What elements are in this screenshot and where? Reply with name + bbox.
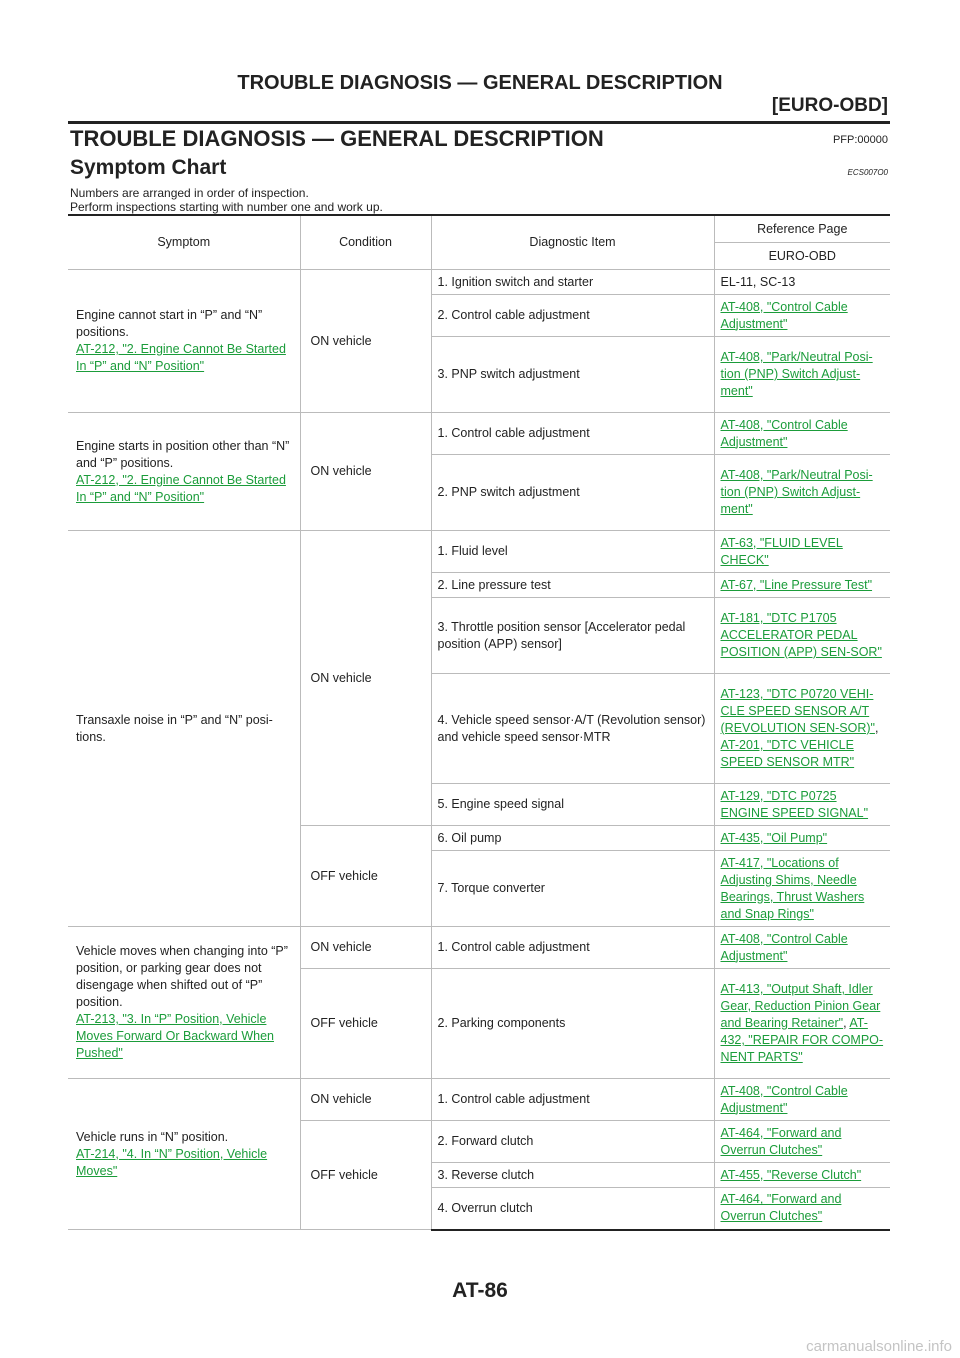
table-row <box>68 270 890 295</box>
reference-cell <box>714 851 890 927</box>
reference-link[interactable]: AT-464, "Forward and Overrun Clutches" <box>720 1192 842 1224</box>
header-reference-page: Reference Page <box>714 215 890 243</box>
reference-cell <box>714 598 890 674</box>
reference-link[interactable]: AT-408, "Control Cable Adjustment" <box>720 299 848 331</box>
symptom-cell <box>68 1079 300 1230</box>
condition-cell: OFF vehicle <box>300 969 431 1079</box>
running-header-title: TROUBLE DIAGNOSIS — GENERAL DESCRIPTION <box>237 72 723 94</box>
running-header-subtitle: [EURO-OBD] <box>771 95 888 116</box>
symptom-text: Transaxle noise in “P” and “N” posi-tions. <box>76 712 273 744</box>
reference-text: EL-11, SC-13 <box>720 274 796 289</box>
diagnostic-item-cell: 5. Engine speed signal <box>431 784 714 826</box>
reference-cell <box>714 1079 890 1121</box>
condition-cell: ON vehicle <box>300 1079 431 1121</box>
reference-cell <box>714 270 890 295</box>
symptom-cell <box>68 270 300 413</box>
table-row <box>68 531 890 573</box>
symptom-cell <box>68 927 300 1079</box>
reference-link[interactable]: AT-413, "Output Shaft, Idler Gear, Reduction Pinion Gear and Bearing Retainer" <box>720 982 881 1030</box>
diagnostic-item-cell: 7. Torque converter <box>431 851 714 927</box>
diagnostic-item-cell: 1. Control cable adjustment <box>431 413 714 455</box>
reference-cell <box>714 927 890 969</box>
reference-link[interactable]: AT-432, "REPAIR FOR COMPO-NENT PARTS" <box>720 1016 884 1064</box>
section-code: PFP:00000 <box>832 134 888 146</box>
symptom-text: Vehicle runs in “N” position. <box>76 1129 229 1144</box>
header-rule <box>68 121 890 124</box>
header-symptom: Symptom <box>68 215 300 270</box>
diagnostic-item-cell: 3. Throttle position sensor [Accelerator pedal position (APP) sensor] <box>431 598 714 674</box>
subsection-code: ECS007O0 <box>847 168 888 177</box>
diagnostic-item-cell: 2. PNP switch adjustment <box>431 455 714 531</box>
symptom-cell <box>68 531 300 927</box>
reference-link[interactable]: AT-464, "Forward and Overrun Clutches" <box>720 1125 842 1157</box>
reference-link[interactable]: AT-201, "DTC VEHICLE SPEED SENSOR MTR" <box>720 738 855 769</box>
reference-cell: AT-413, "Output Shaft, Idler Gear, Reduction Pinion Gear and Bearing Retainer", AT-432, "REPAIR FOR COMPO-NENT PARTS" <box>714 969 890 1079</box>
diagnostic-item-cell: 1. Control cable adjustment <box>431 927 714 969</box>
reference-link[interactable]: AT-123, "DTC P0720 VEHI-CLE SPEED SENSOR A/T (REVOLUTION SEN-SOR)" <box>720 687 875 735</box>
reference-link[interactable]: AT-129, "DTC P0725 ENGINE SPEED SIGNAL" <box>720 788 869 820</box>
symptom-cell <box>68 413 300 531</box>
reference-cell <box>714 1163 890 1188</box>
condition-cell: ON vehicle <box>300 531 431 826</box>
reference-link[interactable]: AT-408, "Control Cable Adjustment" <box>720 1083 848 1115</box>
symptom-text: Engine starts in position other than “N” and “P” positions. <box>76 438 290 470</box>
diagnostic-item-cell: 2. Parking components <box>431 969 714 1079</box>
reference-cell <box>714 295 890 337</box>
diagnostic-item-cell: 2. Line pressure test <box>431 573 714 598</box>
reference-link[interactable]: AT-455, "Reverse Clutch" <box>720 1167 862 1182</box>
condition-cell: OFF vehicle <box>300 826 431 927</box>
reference-cell <box>714 784 890 826</box>
reference-cell <box>714 1188 890 1230</box>
reference-cell <box>714 826 890 851</box>
symptom-reference-link[interactable]: AT-212, "2. Engine Cannot Be Started In “P” and “N” Position" <box>76 472 286 504</box>
diagnostic-item-cell: 2. Forward clutch <box>431 1121 714 1163</box>
table-row <box>68 927 890 969</box>
reference-cell <box>714 337 890 413</box>
header-diagnostic-item: Diagnostic Item <box>431 215 714 270</box>
reference-link[interactable]: AT-63, "FLUID LEVEL CHECK" <box>720 535 843 567</box>
reference-cell <box>714 531 890 573</box>
symptom-text: Vehicle moves when changing into “P” position, or parking gear does not disengage when shifted out of “P” position. <box>76 944 288 1009</box>
diagnostic-item-cell: 4. Vehicle speed sensor·A/T (Revolution sensor) and vehicle speed sensor·MTR <box>431 674 714 784</box>
reference-cell: AT-123, "DTC P0720 VEHI-CLE SPEED SENSOR A/T (REVOLUTION SEN-SOR)", AT-201, "DTC VEHICLE SPEED SENSOR MTR" <box>714 674 890 784</box>
intro-line-2: Perform inspections starting with number one and work up. <box>70 200 383 214</box>
header-condition: Condition <box>300 215 431 270</box>
condition-cell: OFF vehicle <box>300 1121 431 1230</box>
reference-cell <box>714 455 890 531</box>
reference-link[interactable]: AT-408, "Control Cable Adjustment" <box>720 931 848 963</box>
diagnostic-item-cell: 4. Overrun clutch <box>431 1188 714 1230</box>
intro-text <box>70 186 383 214</box>
reference-cell <box>714 573 890 598</box>
table-row <box>68 413 890 455</box>
condition-cell: ON vehicle <box>300 413 431 531</box>
condition-cell: ON vehicle <box>300 270 431 413</box>
reference-link[interactable]: AT-408, "Control Cable Adjustment" <box>720 417 848 449</box>
reference-link[interactable]: AT-417, "Locations of Adjusting Shims, Needle Bearings, Thrust Washers and Snap Rings" <box>720 855 865 921</box>
header-euro-obd: EURO-OBD <box>714 243 890 270</box>
diagnostic-item-cell: 3. Reverse clutch <box>431 1163 714 1188</box>
reference-link[interactable]: AT-408, "Park/Neutral Posi-tion (PNP) Switch Adjust-ment" <box>720 350 873 398</box>
intro-line-1: Numbers are arranged in order of inspection. <box>70 186 309 200</box>
diagnostic-item-cell: 1. Control cable adjustment <box>431 1079 714 1121</box>
symptom-text: Engine cannot start in “P” and “N” positions. <box>76 308 263 339</box>
symptom-chart-table <box>68 214 890 1231</box>
watermark: carmanualsonline.info <box>806 1338 952 1355</box>
reference-cell <box>714 1121 890 1163</box>
reference-link[interactable]: AT-67, "Line Pressure Test" <box>720 577 873 592</box>
subsection-title: Symptom Chart <box>70 156 227 179</box>
page-number: AT-86 <box>452 1279 508 1302</box>
diagnostic-item-cell: 1. Fluid level <box>431 531 714 573</box>
symptom-reference-link[interactable]: AT-212, "2. Engine Cannot Be Started In “P” and “N” Position" <box>76 342 286 373</box>
condition-cell: ON vehicle <box>300 927 431 969</box>
symptom-reference-link[interactable]: AT-214, "4. In “N” Position, Vehicle Moves" <box>76 1146 268 1178</box>
table-row <box>68 1079 890 1121</box>
diagnostic-item-cell: 6. Oil pump <box>431 826 714 851</box>
reference-link[interactable]: AT-408, "Park/Neutral Posi-tion (PNP) Switch Adjust-ment" <box>720 468 873 516</box>
reference-link[interactable]: AT-181, "DTC P1705 ACCELERATOR PEDAL POSITION (APP) SEN-SOR" <box>720 611 882 659</box>
reference-cell <box>714 413 890 455</box>
section-title: TROUBLE DIAGNOSIS — GENERAL DESCRIPTION <box>70 126 604 151</box>
diagnostic-item-cell: 3. PNP switch adjustment <box>431 337 714 413</box>
diagnostic-item-cell: 1. Ignition switch and starter <box>431 270 714 295</box>
reference-link[interactable]: AT-435, "Oil Pump" <box>720 830 828 845</box>
symptom-reference-link[interactable]: AT-213, "3. In “P” Position, Vehicle Moves Forward Or Backward When Pushed" <box>76 1012 274 1060</box>
diagnostic-item-cell: 2. Control cable adjustment <box>431 295 714 337</box>
